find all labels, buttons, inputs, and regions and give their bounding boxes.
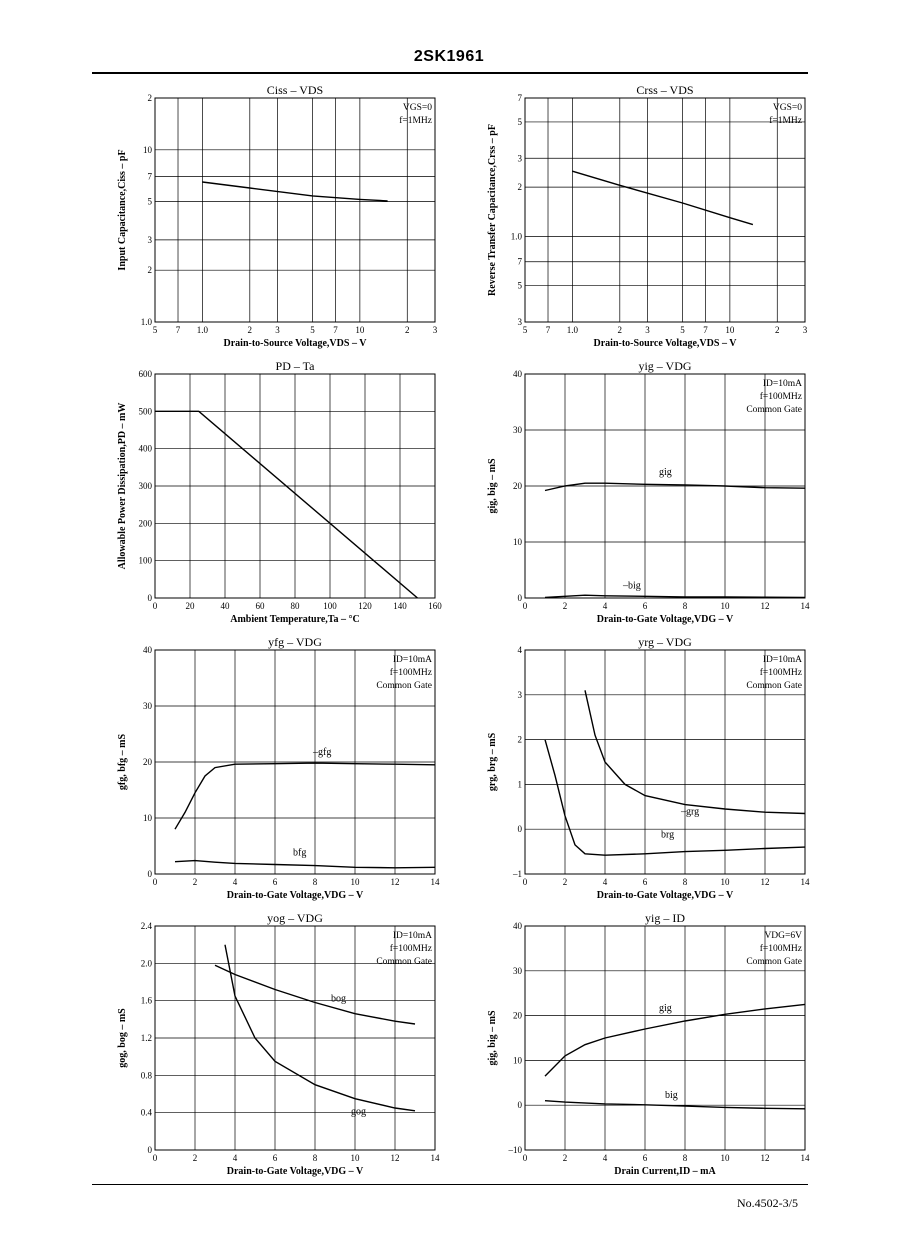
x-tick-label: 14 [800,1153,810,1163]
y-axis-label: gog, bog – mS [117,1008,128,1068]
y-tick-label: –1 [513,869,522,879]
x-axis-label: Drain-to-Gate Voltage,VDG – V [226,890,364,901]
y-tick-label: 20 [513,481,522,491]
page-footer: No.4502-3/5 [737,1196,798,1210]
y-tick-label: 0.4 [140,1107,152,1118]
condition-text: ID=10mA [762,655,802,665]
y-tick-label: 3 [147,234,152,245]
series-label: gog [351,1106,366,1118]
y-tick-label: 500 [138,406,152,417]
y-tick-label: 200 [138,518,152,529]
y-tick-label: 40 [513,921,522,931]
chart-title: yog – VDG [267,911,323,925]
series-line [545,740,805,856]
series-line [175,861,435,868]
condition-text: ID=10mA [392,931,432,941]
x-tick-label: 2 [617,325,623,335]
y-tick-label: 0 [517,1100,522,1111]
condition-text: Common Gate [376,681,432,691]
chart-ciss [100,82,460,362]
x-tick-label: 6 [642,601,648,611]
x-tick-label: 20 [185,601,195,611]
x-tick-label: 80 [290,601,300,611]
condition-text: f=100MHz [389,944,432,954]
x-tick-label: 5 [310,325,315,335]
x-tick-label: 6 [272,1153,278,1163]
y-tick-label: 400 [138,443,152,454]
x-axis-label: Drain-to-Source Voltage,VDS – V [593,338,737,349]
y-tick-label: 0 [517,824,522,835]
x-tick-label: 7 [545,325,551,335]
x-tick-label: 0 [152,601,158,611]
condition-text: VDG=6V [764,931,802,941]
y-tick-label: 0.8 [140,1070,152,1081]
y-tick-label: 10 [143,144,152,155]
y-tick-label: 600 [138,369,152,379]
x-axis-label: Drain Current,ID – mA [614,1166,716,1177]
y-tick-label: 0 [147,869,152,879]
x-tick-label: 12 [760,1153,770,1163]
y-tick-label: 30 [513,425,522,435]
x-tick-label: 2 [247,325,253,335]
x-tick-label: 7 [175,325,181,335]
x-tick-label: 14 [430,877,440,887]
condition-text: f=100MHz [759,668,802,678]
x-tick-label: 5 [680,325,685,335]
x-tick-label: 3 [432,325,438,335]
x-tick-label: 0 [522,601,528,611]
x-tick-label: 2 [775,325,780,335]
condition-text: f=1MHz [399,116,432,126]
y-tick-label: 0 [147,593,152,603]
y-tick-label: 30 [513,965,522,976]
x-tick-label: 6 [272,877,278,887]
x-tick-label: 4 [232,877,238,887]
y-axis-label: Input Capacitance,Ciss – pF [117,149,128,271]
series-label: bfg [293,847,307,859]
x-tick-label: 5 [522,325,528,335]
x-tick-label: 3 [275,325,280,335]
x-axis-label: Drain-to-Gate Voltage,VDG – V [226,1166,364,1177]
x-tick-label: 0 [522,1153,528,1163]
series-line [545,483,805,490]
x-tick-label: 3 [802,325,808,335]
chart-yog-vdg [100,910,460,1190]
condition-text: Common Gate [746,681,802,691]
y-tick-label: 10 [513,537,522,547]
y-tick-label: 2 [517,734,522,745]
chart-title: yfg – VDG [268,635,322,649]
x-tick-label: 2 [562,877,568,887]
plot-frame [155,98,435,322]
x-tick-label: 1.0 [566,325,579,335]
y-tick-label: 7 [147,171,152,182]
y-axis-label: grg, brg – mS [487,732,498,792]
x-tick-label: 10 [720,601,730,611]
y-tick-label: 2.4 [140,921,152,931]
x-tick-label: 0 [152,877,158,887]
x-tick-label: 0 [152,1153,158,1163]
chart-crss [470,82,830,362]
header-rule [92,72,808,74]
y-tick-label: 20 [513,1010,522,1021]
x-tick-label: 12 [390,1153,400,1163]
x-tick-label: 12 [390,877,400,887]
condition-text: VGS=0 [402,103,432,113]
x-tick-label: 2 [192,877,198,887]
x-tick-label: 0 [522,877,528,887]
condition-text: Common Gate [376,957,432,967]
x-tick-label: 7 [333,325,338,335]
condition-text: f=100MHz [759,392,802,402]
series-line [585,690,805,813]
y-tick-label: 1.2 [140,1033,152,1043]
chart-yfg-vdg [100,634,460,914]
x-tick-label: 8 [682,601,688,611]
x-tick-label: 160 [428,601,442,611]
y-tick-label: 5 [517,280,522,291]
part-number: 2SK1961 [413,48,485,65]
x-tick-label: 12 [760,601,770,611]
series-line [545,1101,805,1109]
series-label: –gfg [313,747,332,759]
x-tick-label: 12 [760,877,770,887]
chart-title: Ciss – VDS [266,83,324,97]
x-tick-label: 140 [393,601,407,611]
y-tick-label: 40 [513,369,522,379]
condition-text: ID=10mA [762,379,802,389]
x-tick-label: 40 [220,601,230,611]
x-axis-label: Drain-to-Source Voltage,VDS – V [223,338,367,349]
x-tick-label: 7 [703,325,708,335]
condition-text: ID=10mA [392,655,432,665]
y-tick-label: 0 [517,593,522,603]
x-tick-label: 3 [645,325,650,335]
x-tick-label: 120 [358,601,372,611]
chart-yig-vdg [470,358,830,638]
footer-rule [92,1184,808,1185]
x-tick-label: 8 [682,877,688,887]
plot-frame [525,98,805,322]
x-tick-label: 10 [355,325,365,335]
condition-text: VGS=0 [772,103,802,113]
y-axis-label: Reverse Transfer Capacitance,Crss – pF [487,124,498,296]
x-tick-label: 14 [800,877,810,887]
y-tick-label: 2 [147,93,152,103]
y-tick-label: 3 [517,689,522,700]
y-axis-label: gig, big – mS [487,1010,498,1066]
y-tick-label: 1 [517,779,522,790]
x-tick-label: 100 [323,601,337,611]
x-tick-label: 10 [350,1153,360,1163]
y-tick-label: 100 [138,555,152,566]
y-tick-label: 5 [147,196,152,207]
condition-text: f=100MHz [389,668,432,678]
y-tick-label: 1.0 [510,231,522,242]
y-tick-label: 1.6 [140,995,152,1006]
y-tick-label: 7 [517,256,522,267]
chart-title: yig – VDG [638,359,692,373]
series-line [155,411,418,598]
series-label: –big [623,580,641,592]
x-tick-label: 10 [725,325,735,335]
y-tick-label: 10 [143,813,152,823]
x-tick-label: 4 [232,1153,238,1163]
series-label: big [665,1090,678,1102]
y-tick-label: 1.0 [140,317,152,327]
condition-text: f=100MHz [759,944,802,954]
series-label: brg [661,829,675,841]
series-line [545,595,805,597]
y-tick-label: 2.0 [140,958,152,969]
series-label: bog [331,993,346,1005]
condition-text: Common Gate [746,405,802,415]
y-tick-label: 4 [517,645,522,655]
y-tick-label: 10 [513,1055,522,1066]
y-axis-label: Allowable Power Dissipation,PD – mW [117,402,128,570]
y-tick-label: 7 [517,93,522,103]
x-axis-label: Drain-to-Gate Voltage,VDG – V [596,890,734,901]
x-tick-label: 2 [562,601,568,611]
y-tick-label: 40 [143,645,152,655]
series-label: gig [659,466,672,478]
y-tick-label: 5 [517,116,522,127]
x-tick-label: 2 [405,325,410,335]
x-tick-label: 1.0 [196,325,209,335]
y-tick-label: 3 [517,317,522,327]
y-tick-label: 300 [138,481,152,491]
x-axis-label: Ambient Temperature,Ta – °C [230,614,360,625]
x-tick-label: 4 [602,601,608,611]
y-tick-label: 3 [517,153,522,164]
chart-title: PD – Ta [275,359,315,373]
x-tick-label: 14 [430,1153,440,1163]
series-line [175,763,435,829]
x-tick-label: 5 [152,325,158,335]
series-label: –grg [681,806,700,818]
series-label: gig [659,1002,672,1014]
chart-yig-id [470,910,830,1190]
series-line [225,945,415,1111]
x-tick-label: 10 [720,877,730,887]
y-tick-label: 2 [147,265,152,276]
x-axis-label: Drain-to-Gate Voltage,VDG – V [596,614,734,625]
condition-text: f=1MHz [769,116,802,126]
y-tick-label: 2 [517,182,522,193]
x-tick-label: 60 [255,601,265,611]
y-axis-label: gig, big – mS [487,458,498,514]
chart-title: yig – ID [645,911,685,925]
chart-title: yrg – VDG [638,635,692,649]
y-tick-label: –10 [508,1145,522,1155]
series-line [572,171,753,224]
chart-yrg-vdg [470,634,830,914]
x-tick-label: 8 [312,1153,318,1163]
y-axis-label: gfg, bfg – mS [117,733,128,791]
x-tick-label: 10 [720,1153,730,1163]
x-tick-label: 2 [192,1153,198,1163]
y-tick-label: 0 [147,1145,152,1155]
chart-title: Crss – VDS [636,83,694,97]
series-line [545,1004,805,1076]
chart-pd [100,358,460,638]
x-tick-label: 8 [312,877,318,887]
x-tick-label: 4 [602,1153,608,1163]
y-tick-label: 30 [143,701,152,711]
x-tick-label: 6 [642,1153,648,1163]
x-tick-label: 4 [602,877,608,887]
x-tick-label: 10 [350,877,360,887]
x-tick-label: 8 [682,1153,688,1163]
x-tick-label: 6 [642,877,648,887]
condition-text: Common Gate [746,957,802,967]
x-tick-label: 14 [800,601,810,611]
x-tick-label: 2 [562,1153,568,1163]
y-tick-label: 20 [143,757,152,767]
